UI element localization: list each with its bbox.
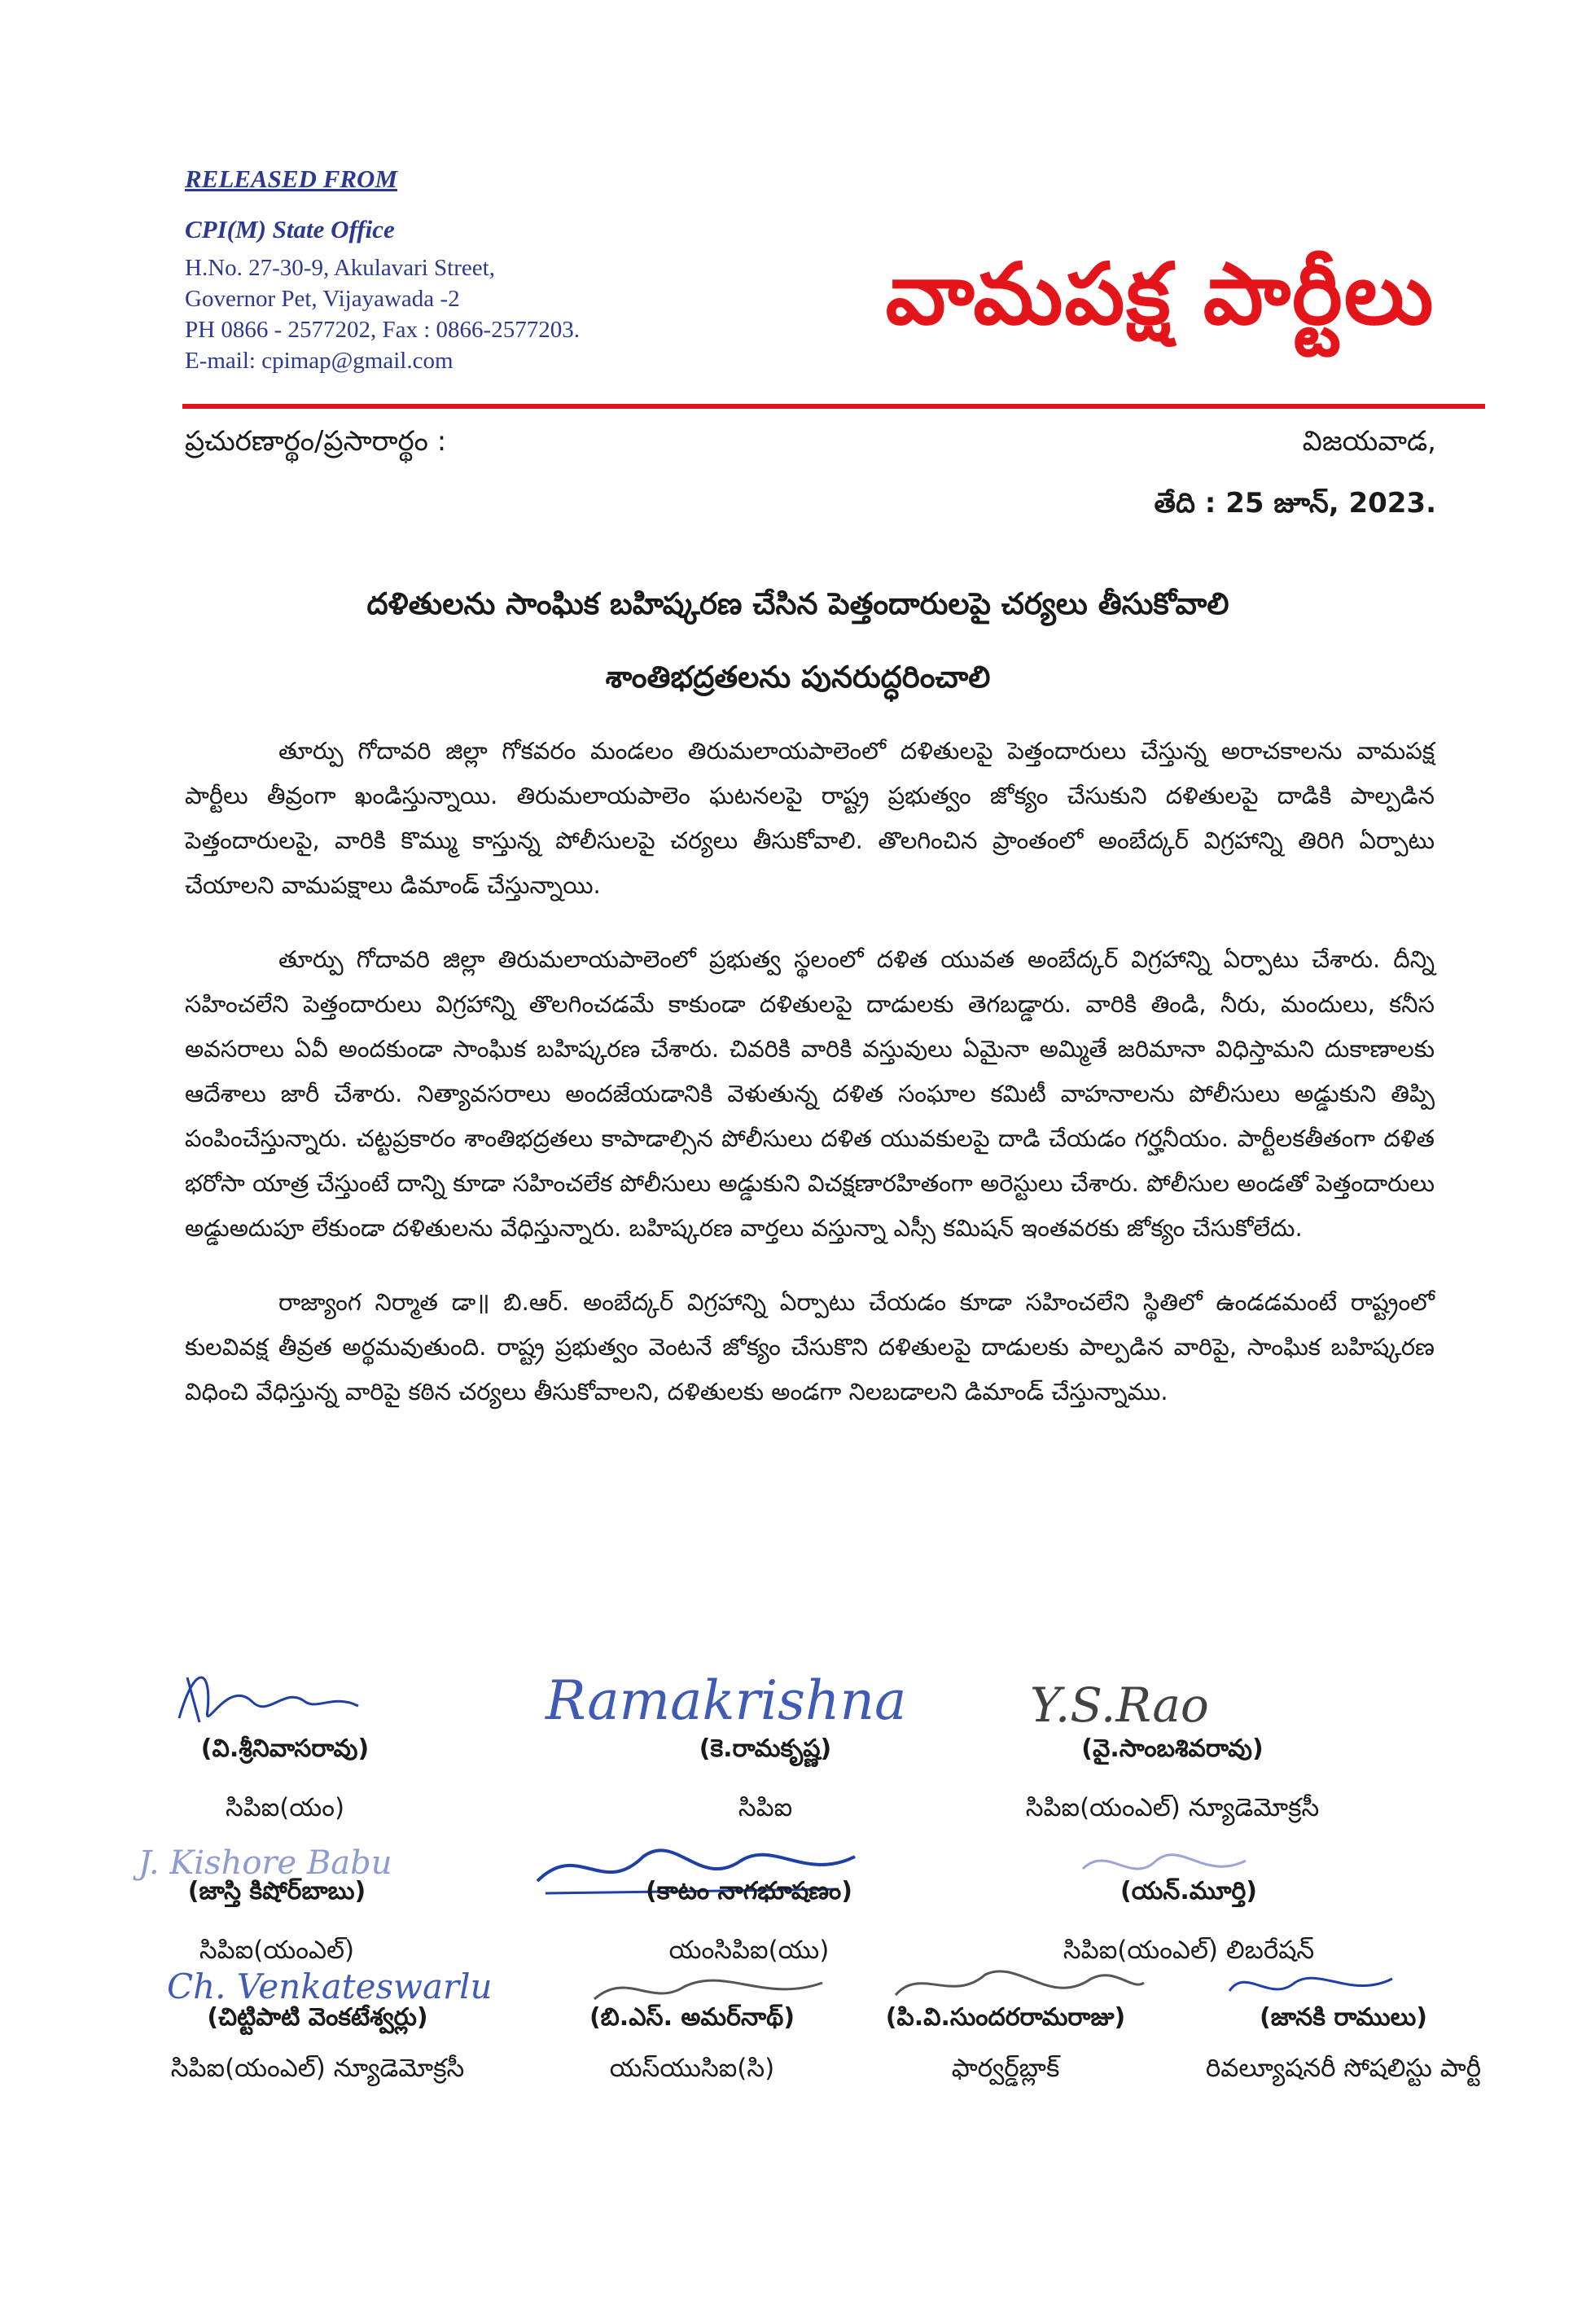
office-name: CPI(M) State Office [185,215,395,243]
signatory-name: (కె.రామకృష్ణ) [699,1734,832,1763]
place-label: విజయవాడ, [1302,425,1436,458]
signatory-name: (పి.వి.సుందరరామరాజు) [885,2003,1126,2032]
signatory [122,1877,432,1971]
signatory-name: (జాస్తి కిషోర్‌బాబు) [187,1877,366,1905]
released-from-label: RELEASED FROM [185,164,398,193]
signatory-party: ఫార్వర్డ్‌బ్లాక్ [951,2054,1060,2083]
signatory-party: సిపిఐ(యంఎల్) న్యూడెమోక్రసీ [1025,1793,1320,1822]
signatory-name: (వి.శ్రీనివాసరావు) [200,1734,370,1763]
signatory-party: సిపిఐ(యంఎల్) [199,1936,355,1965]
signatory [936,1734,1409,1828]
headline-sub: శాంతిభద్రతలను పునరుద్ధరించాలి [605,660,991,695]
signatory-name: (బి.ఎస్. అమర్‌నాథ్) [589,2003,795,2032]
signature-image: J. Kishore Babu [138,1844,392,1882]
sender-block [185,164,673,376]
signatory [1156,2003,1531,2089]
signatory-party: యంసిపిఐ(యు) [668,1936,830,1965]
signature-image: Ramakrishna [546,1669,907,1732]
signatory [1001,1877,1376,1971]
address-line: H.No. 27-30-9, Akulavari Street, [185,255,495,281]
signature-image: Y.S.Rao [1030,1677,1209,1733]
body-paragraph: తూర్పు గోదావరి జిల్లా తిరుమలాయపాలెంలో ప్రభుత్వ స్థలంలో దళిత యువత అంబేద్కర్ విగ్రహాన్ని ఏర్పాటు చేశారు. దీన్ని సహించలేని పెత్తందారులు విగ్రహాన్ని తొలగించడమే కాకుండా దళితులపై దాడులకు తెగబడ్డారు. వారికి తిండి, నీరు, మందులు, కనీస అవసరాలు ఏవీ అందకుండా సాంఘిక బహిష్కరణ చేశారు. చివరికి వారికి వస్తువులు ఏమైనా అమ్మితే జరిమానా విధిస్తామని దుకాణాలకు ఆదేశాలు జారీ చేశారు. నిత్యావసరాలు అందజేయడానికి వెళుతున్న దళిత సంఘాల కమిటీ వాహనాలను పోలీసులు అడ్డుకుని తిప్పి పంపించేస్తున్నారు. చట్టప్రకారం శాంతిభద్రతలు కాపాడాల్సిన పోలీసులు దళిత యువకులపై దాడి చేయడం గర్హనీయం. పార్టీలకతీతంగా దళిత భరోసా యాత్ర చేస్తుంటే దాన్ని కూడా సహించలేక పోలీసులు అడ్డుకుని విచక్షణారహితంగా అరెస్టులు చేశారు. పోలీసుల అండతో పెత్తందారులు అడ్డుఅదుపూ లేకుండా దళితులను వేధిస్తున్నారు. బహిష్కరణ వార్తలు వస్తున్నా ఎస్సీ కమిషన్ ఇంతవరకు జోక్యం చేసుకోలేదు. [185,945,1435,1242]
signatory [122,1734,448,1828]
signatory-party: సిపిఐ(యం) [225,1793,345,1822]
signatory [114,2003,521,2089]
signatory [843,2003,1168,2089]
address-line: Governor Pet, Vijayawada -2 [185,286,460,312]
signatory [586,1877,912,1971]
signatory-name: (కాటం నాగభూషణం) [646,1877,852,1905]
party-title: వామపక్ష పార్టీలు [885,244,1435,344]
signatory-party: సిపిఐ(యంఎల్) న్యూడెమోక్రసీ [170,2054,465,2083]
purpose-label: ప్రచురణార్థం/ప్రసారార్థం : [185,425,447,458]
signatory-party: యస్‌యుసిఐ(సి) [609,2054,775,2083]
body-paragraph: తూర్పు గోదావరి జిల్లా గోకవరం మండలం తిరుమలాయపాలెంలో దళితులపై పెత్తందారులు చేస్తున్న అరాచకాలను వామపక్ష పార్టీలు తీవ్రంగా ఖండిస్తున్నాయి. తిరుమలాయపాలెం ఘటనలపై రాష్ట్ర ప్రభుత్వం జోక్యం చేసుకుని దళితులపై దాడికి పాల్పడిన పెత్తందారులపై, వారికి కొమ్ము కాస్తున్న పోలీసులపై చర్యలు తీసుకోవాలి. తొలగించిన ప్రాంతంలో అంబేద్కర్ విగ్రహాన్ని తిరిగి ఏర్పాటు చేయాలని వామపక్షాలు డిమాండ్ చేస్తున్నాయి. [185,737,1435,899]
signatory-party: రివల్యూషనరీ సోషలిస్టు పార్టీ [1205,2054,1482,2083]
signatory-party: సిపిఐ [738,1793,793,1822]
signatory-party: సిపిఐ(యంఎల్) లిబరేషన్ [1063,1936,1315,1965]
address-line: PH 0866 - 2577202, Fax : 0866-2577203. [185,317,580,343]
signature-image: Ch. Venkateswarlu [167,1967,493,2006]
signatory-name: (వై.సాంబశివరావు) [1081,1734,1264,1763]
signatory-name: (చిట్టిపాటి వెంకటేశ్వర్లు) [207,2003,428,2032]
signatory-name: (యన్.మూర్తి) [1120,1877,1258,1905]
header-divider [182,404,1485,409]
signatory [603,1734,928,1828]
body-paragraph: రాజ్యాంగ నిర్మాత డా॥ బి.ఆర్. అంబేద్కర్ విగ్రహాన్ని ఏర్పాటు చేయడం కూడా సహించలేని స్థితిలో ఉండడమంటే రాష్ట్రంలో కులవివక్ష తీవ్రత అర్థమవుతుంది. రాష్ట్ర ప్రభుత్వం వెంటనే జోక్యం చేసుకొని దళితులపై దాడులకు పాల్పడిన వారిపై, సాంఘిక బహిష్కరణ విధించి వేధిస్తున్న వారిపై కఠిన చర్యలు తీసుకోవాలని, దళితులకు అండగా నిలబడాలని డిమాండ్ చేస్తున్నాము. [185,1288,1435,1405]
press-release-body [185,729,1435,1444]
signatory-name: (జానకి రాములు) [1260,2003,1427,2032]
signatory [533,2003,851,2089]
date-label: తేది : 25 జూన్, 2023. [1154,487,1436,520]
email-line: E-mail: cpimap@gmail.com [185,348,454,374]
headline-main: దళితులను సాంఘిక బహిష్కరణ చేసిన పెత్తందారులపై చర్యలు తీసుకోవాలి [366,586,1229,621]
